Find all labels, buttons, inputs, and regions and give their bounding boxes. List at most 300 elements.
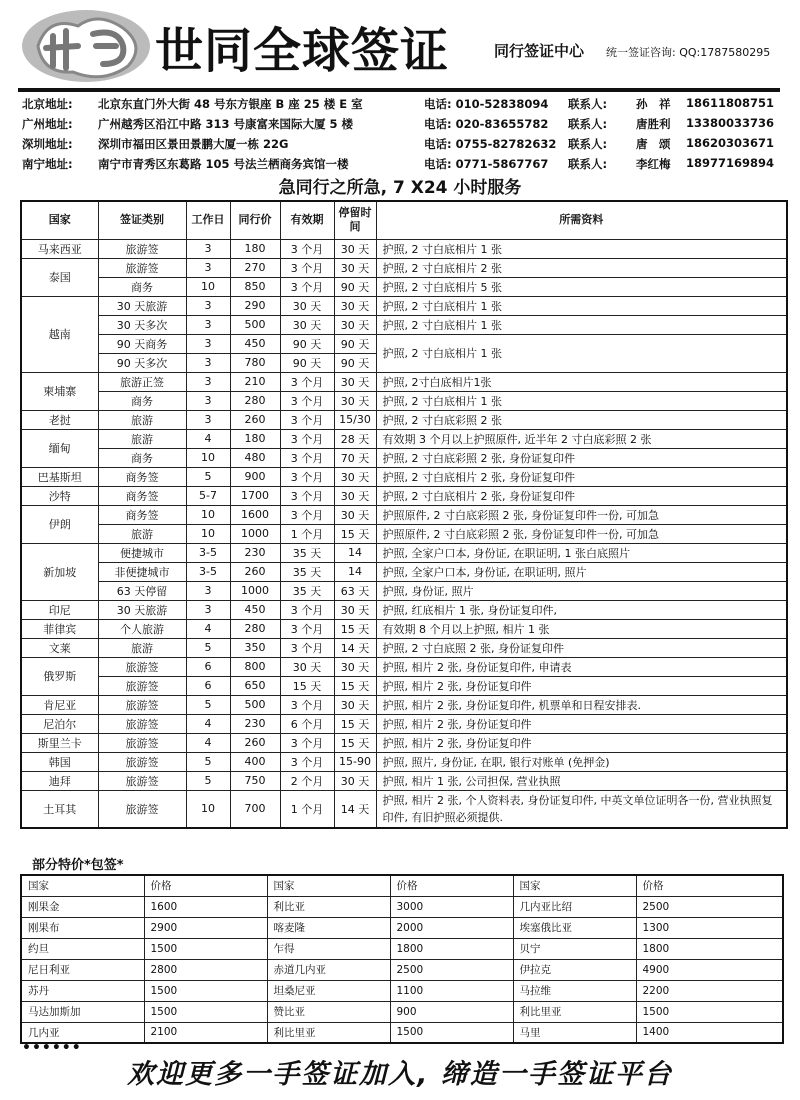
office-contact-label: 联系人: (568, 137, 608, 151)
header-divider (18, 88, 780, 92)
col-price: 同行价 (230, 201, 280, 239)
cell-price: 210 (230, 372, 280, 391)
table-row (21, 657, 787, 676)
cell-docs: 护照, 红底相片 1 张, 身份证复印件, (376, 600, 787, 619)
office-list (22, 94, 782, 174)
cell-valid: 3 个月 (280, 733, 334, 752)
cell-stay: 28 天 (334, 429, 376, 448)
price-country: 尼日利亚 (21, 959, 144, 980)
cell-price: 290 (230, 296, 280, 315)
office-mobile: 18977169894 (686, 156, 775, 170)
special-price-table (20, 874, 784, 1044)
cell-stay: 30 天 (334, 695, 376, 714)
cell-stay: 90 天 (334, 353, 376, 372)
cell-valid: 3 个月 (280, 372, 334, 391)
cell-price: 260 (230, 562, 280, 581)
cell-days: 4 (186, 714, 230, 733)
cell-type: 旅游正签 (98, 372, 186, 391)
table-row (21, 486, 787, 505)
cell-stay: 30 天 (334, 600, 376, 619)
office-mobile: 18620303671 (686, 136, 775, 150)
col-valid: 有效期 (280, 201, 334, 239)
office-phone: 电话: 020-83655782 (424, 117, 549, 131)
cell-docs: 护照, 2 寸白底相片 2 张 (376, 258, 787, 277)
table-row (21, 524, 787, 543)
cell-days: 3 (186, 315, 230, 334)
cell-valid: 90 天 (280, 353, 334, 372)
cell-type: 旅游签 (98, 657, 186, 676)
cell-price: 750 (230, 771, 280, 790)
cell-type: 旅游 (98, 638, 186, 657)
table-row (21, 429, 787, 448)
price-country: 赞比亚 (267, 1001, 390, 1022)
office-row (22, 114, 782, 134)
price-row (21, 938, 783, 959)
price-row (21, 917, 783, 938)
cell-days: 10 (186, 505, 230, 524)
col-country: 国家 (21, 201, 98, 239)
cell-price: 450 (230, 334, 280, 353)
cell-valid: 6 个月 (280, 714, 334, 733)
cell-days: 5-7 (186, 486, 230, 505)
price-value: 2900 (144, 917, 267, 938)
price-country: 埃塞俄比亚 (513, 917, 636, 938)
price-value: 2500 (390, 959, 513, 980)
cell-price: 480 (230, 448, 280, 467)
cell-stay: 90 天 (334, 277, 376, 296)
cell-valid: 1 个月 (280, 790, 334, 828)
cell-type: 旅游签 (98, 714, 186, 733)
office-phone: 电话: 0771-5867767 (424, 157, 549, 171)
price-value: 1800 (390, 938, 513, 959)
cell-valid: 35 天 (280, 562, 334, 581)
table-row (21, 334, 787, 353)
cell-valid: 3 个月 (280, 505, 334, 524)
cell-country: 泰国 (21, 258, 98, 296)
cell-type: 30 天旅游 (98, 600, 186, 619)
cell-country: 肯尼亚 (21, 695, 98, 714)
office-contact-name: 李红梅 (636, 157, 671, 171)
price-country: 几内亚比绍 (513, 896, 636, 917)
cell-days: 5 (186, 695, 230, 714)
cell-stay: 15 天 (334, 733, 376, 752)
price-value: 1400 (636, 1022, 783, 1043)
cell-price: 1700 (230, 486, 280, 505)
price-value: 1600 (144, 896, 267, 917)
cell-price: 230 (230, 543, 280, 562)
price-country: 利比亚 (267, 896, 390, 917)
cell-type: 旅游签 (98, 695, 186, 714)
cell-days: 3 (186, 258, 230, 277)
price-country: 利比里亚 (267, 1022, 390, 1043)
cell-valid: 15 天 (280, 676, 334, 695)
header (0, 0, 800, 92)
cell-stay: 15 天 (334, 619, 376, 638)
price-col-price: 价格 (636, 875, 783, 896)
cell-days: 3 (186, 600, 230, 619)
table-row (21, 239, 787, 258)
office-address: 北京东直门外大街 48 号东方银座 B 座 25 楼 E 室 (98, 97, 363, 111)
price-value: 2100 (144, 1022, 267, 1043)
cell-type: 旅游 (98, 524, 186, 543)
table-row (21, 258, 787, 277)
price-col-country: 国家 (513, 875, 636, 896)
table-row (21, 733, 787, 752)
cell-docs: 护照, 相片 2 张, 个人资料表, 身份证复印件, 中英文单位证明各一份, 营业执照复印件, 有旧护照必须提供. (376, 790, 787, 828)
cell-stay: 30 天 (334, 315, 376, 334)
cell-stay: 15/30 (334, 410, 376, 429)
table-row (21, 467, 787, 486)
office-mobile: 13380033736 (686, 116, 775, 130)
price-country: 马达加斯加 (21, 1001, 144, 1022)
table-row (21, 543, 787, 562)
cell-days: 6 (186, 657, 230, 676)
col-stay: 停留时间 (334, 201, 376, 239)
price-value: 2800 (144, 959, 267, 980)
cell-valid: 3 个月 (280, 391, 334, 410)
cell-stay: 30 天 (334, 505, 376, 524)
price-country: 约旦 (21, 938, 144, 959)
cell-stay: 30 天 (334, 771, 376, 790)
cell-days: 10 (186, 524, 230, 543)
cell-valid: 3 个月 (280, 600, 334, 619)
cell-docs: 护照, 相片 2 张, 身份证复印件 (376, 733, 787, 752)
cell-type: 旅游 (98, 429, 186, 448)
cell-type: 旅游签 (98, 771, 186, 790)
cell-stay: 15-90 (334, 752, 376, 771)
cell-price: 260 (230, 733, 280, 752)
cell-price: 1600 (230, 505, 280, 524)
cell-country: 巴基斯坦 (21, 467, 98, 486)
cell-country: 新加坡 (21, 543, 98, 600)
cell-price: 900 (230, 467, 280, 486)
brand-title: 世同全球签证 (155, 23, 450, 79)
qq-contact: 统一签证咨询: QQ:1787580295 (606, 46, 771, 59)
cell-docs: 护照, 2 寸白底彩照 2 张, 身份证复印件 (376, 448, 787, 467)
col-docs: 所需资料 (376, 201, 787, 239)
cell-docs: 护照, 2 寸白底相片 2 张, 身份证复印件 (376, 486, 787, 505)
cell-valid: 3 个月 (280, 695, 334, 714)
cell-days: 5 (186, 638, 230, 657)
cell-docs: 护照, 相片 2 张, 身份证复印件, 申请表 (376, 657, 787, 676)
office-contact-label: 联系人: (568, 117, 608, 131)
price-country: 赤道几内亚 (267, 959, 390, 980)
cell-valid: 3 个月 (280, 239, 334, 258)
office-contact-label: 联系人: (568, 97, 608, 111)
office-contact-label: 联系人: (568, 157, 608, 171)
office-address: 广州越秀区沿江中路 313 号康富来国际大厦 5 楼 (98, 117, 354, 131)
cell-docs: 护照, 相片 2 张, 身份证复印件 (376, 676, 787, 695)
cell-type: 商务 (98, 277, 186, 296)
cell-stay: 63 天 (334, 581, 376, 600)
price-header-row (21, 875, 783, 896)
table-row (21, 315, 787, 334)
cell-type: 商务签 (98, 486, 186, 505)
cell-docs: 护照, 2 寸白底相片 2 张, 身份证复印件 (376, 467, 787, 486)
cell-country: 俄罗斯 (21, 657, 98, 695)
cell-type: 30 天旅游 (98, 296, 186, 315)
price-value: 2200 (636, 980, 783, 1001)
cell-country: 土耳其 (21, 790, 98, 828)
office-city: 深圳地址: (22, 137, 73, 151)
cell-price: 850 (230, 277, 280, 296)
cell-price: 280 (230, 619, 280, 638)
cell-price: 500 (230, 315, 280, 334)
cell-valid: 90 天 (280, 334, 334, 353)
cell-country: 越南 (21, 296, 98, 372)
footer-dots: •••••• (22, 1040, 82, 1056)
cell-country: 印尼 (21, 600, 98, 619)
cell-type: 90 天商务 (98, 334, 186, 353)
table-row (21, 581, 787, 600)
price-value: 900 (390, 1001, 513, 1022)
cell-docs: 护照, 全家户口本, 身份证, 在职证明, 1 张白底照片 (376, 543, 787, 562)
cell-valid: 3 个月 (280, 410, 334, 429)
cell-price: 780 (230, 353, 280, 372)
cell-price: 180 (230, 429, 280, 448)
cell-price: 280 (230, 391, 280, 410)
cell-country: 柬埔寨 (21, 372, 98, 410)
price-col-country: 国家 (267, 875, 390, 896)
price-row (21, 1001, 783, 1022)
price-country: 贝宁 (513, 938, 636, 959)
cell-country: 菲律宾 (21, 619, 98, 638)
cell-days: 10 (186, 277, 230, 296)
cell-stay: 30 天 (334, 657, 376, 676)
cell-stay: 70 天 (334, 448, 376, 467)
cell-stay: 15 天 (334, 676, 376, 695)
table-row (21, 296, 787, 315)
table-row (21, 771, 787, 790)
cell-valid: 3 个月 (280, 429, 334, 448)
cell-price: 400 (230, 752, 280, 771)
cell-days: 4 (186, 429, 230, 448)
cell-valid: 3 个月 (280, 638, 334, 657)
cell-type: 旅游 (98, 410, 186, 429)
cell-stay: 30 天 (334, 258, 376, 277)
office-contact-name: 唐 颂 (636, 137, 671, 151)
cell-docs: 护照, 相片 1 张, 公司担保, 营业执照 (376, 771, 787, 790)
cell-valid: 1 个月 (280, 524, 334, 543)
cell-price: 450 (230, 600, 280, 619)
price-row (21, 1022, 783, 1043)
price-country: 刚果布 (21, 917, 144, 938)
office-city: 北京地址: (22, 97, 73, 111)
cell-price: 1000 (230, 581, 280, 600)
cell-days: 3-5 (186, 562, 230, 581)
table-row (21, 676, 787, 695)
cell-type: 旅游签 (98, 258, 186, 277)
cell-stay: 15 天 (334, 524, 376, 543)
cell-docs: 护照, 2 寸白底相片 1 张 (376, 315, 787, 334)
table-row (21, 372, 787, 391)
cell-price: 180 (230, 239, 280, 258)
office-phone: 电话: 010-52838094 (424, 97, 549, 111)
cell-country: 伊朗 (21, 505, 98, 543)
price-value: 1500 (144, 938, 267, 959)
price-country: 马拉维 (513, 980, 636, 1001)
cell-country: 斯里兰卡 (21, 733, 98, 752)
cell-type: 30 天多次 (98, 315, 186, 334)
visa-table (20, 200, 788, 829)
office-row (22, 154, 782, 174)
office-contact-name: 唐胜利 (636, 117, 671, 131)
office-phone: 电话: 0755-82782632 (424, 137, 557, 151)
price-value: 1100 (390, 980, 513, 1001)
office-address: 深圳市福田区景田景鹏大厦一栋 22G (98, 137, 289, 151)
logo-icon (18, 6, 153, 86)
cell-valid: 3 个月 (280, 486, 334, 505)
table-row (21, 448, 787, 467)
cell-type: 商务 (98, 448, 186, 467)
cell-country: 缅甸 (21, 429, 98, 467)
footer-slogan: 欢迎更多一手签证加入, 缔造一手签证平台 (127, 1059, 673, 1090)
cell-country: 尼泊尔 (21, 714, 98, 733)
cell-days: 5 (186, 771, 230, 790)
cell-price: 270 (230, 258, 280, 277)
cell-days: 3 (186, 372, 230, 391)
price-country: 坦桑尼亚 (267, 980, 390, 1001)
table-row (21, 277, 787, 296)
price-row (21, 959, 783, 980)
cell-stay: 15 天 (334, 714, 376, 733)
subtitle: 同行签证中心 (494, 42, 585, 60)
cell-docs: 护照, 全家户口本, 身份证, 在职证明, 照片 (376, 562, 787, 581)
cell-stay: 14 (334, 543, 376, 562)
cell-valid: 3 个月 (280, 619, 334, 638)
cell-valid: 35 天 (280, 581, 334, 600)
office-row (22, 94, 782, 114)
table-row (21, 638, 787, 657)
price-value: 2000 (390, 917, 513, 938)
cell-stay: 30 天 (334, 372, 376, 391)
cell-days: 5 (186, 752, 230, 771)
cell-docs: 护照, 2 寸白底相片 1 张 (376, 296, 787, 315)
cell-valid: 35 天 (280, 543, 334, 562)
cell-price: 260 (230, 410, 280, 429)
cell-days: 3 (186, 353, 230, 372)
cell-docs: 护照, 2寸白底相片1张 (376, 372, 787, 391)
cell-country: 迪拜 (21, 771, 98, 790)
price-country: 乍得 (267, 938, 390, 959)
cell-country: 老挝 (21, 410, 98, 429)
cell-days: 10 (186, 448, 230, 467)
cell-type: 63 天停留 (98, 581, 186, 600)
cell-days: 10 (186, 790, 230, 828)
cell-price: 350 (230, 638, 280, 657)
price-country: 伊拉克 (513, 959, 636, 980)
cell-type: 个人旅游 (98, 619, 186, 638)
price-country: 利比里亚 (513, 1001, 636, 1022)
price-col-price: 价格 (390, 875, 513, 896)
cell-type: 90 天多次 (98, 353, 186, 372)
cell-days: 3 (186, 296, 230, 315)
cell-type: 非便捷城市 (98, 562, 186, 581)
cell-stay: 30 天 (334, 296, 376, 315)
price-value: 1800 (636, 938, 783, 959)
cell-price: 500 (230, 695, 280, 714)
cell-stay: 14 天 (334, 638, 376, 657)
cell-days: 3 (186, 391, 230, 410)
table-row (21, 790, 787, 828)
cell-valid: 3 个月 (280, 258, 334, 277)
cell-price: 230 (230, 714, 280, 733)
cell-price: 650 (230, 676, 280, 695)
special-title: 部分特价*包签* (32, 858, 124, 873)
price-value: 2500 (636, 896, 783, 917)
cell-valid: 30 天 (280, 315, 334, 334)
table-row (21, 410, 787, 429)
cell-price: 700 (230, 790, 280, 828)
service-banner: 急同行之所急, 7 X24 小时服务 (278, 178, 522, 198)
cell-days: 5 (186, 467, 230, 486)
office-contact-name: 孙 祥 (636, 97, 671, 111)
price-col-price: 价格 (144, 875, 267, 896)
table-row (21, 600, 787, 619)
cell-days: 3 (186, 334, 230, 353)
price-col-country: 国家 (21, 875, 144, 896)
cell-country: 文莱 (21, 638, 98, 657)
cell-docs: 护照原件, 2 寸白底彩照 2 张, 身份证复印件一份, 可加急 (376, 505, 787, 524)
cell-valid: 2 个月 (280, 771, 334, 790)
cell-valid: 3 个月 (280, 448, 334, 467)
cell-type: 旅游签 (98, 733, 186, 752)
cell-price: 1000 (230, 524, 280, 543)
cell-docs: 护照, 2 寸白底彩照 2 张 (376, 410, 787, 429)
price-country: 苏丹 (21, 980, 144, 1001)
cell-type: 商务签 (98, 505, 186, 524)
cell-docs: 护照原件, 2 寸白底彩照 2 张, 身份证复印件一份, 可加急 (376, 524, 787, 543)
price-country: 喀麦隆 (267, 917, 390, 938)
price-value: 1300 (636, 917, 783, 938)
cell-stay: 14 (334, 562, 376, 581)
cell-price: 800 (230, 657, 280, 676)
cell-type: 便捷城市 (98, 543, 186, 562)
cell-docs: 护照, 身份证, 照片 (376, 581, 787, 600)
price-country: 刚果金 (21, 896, 144, 917)
cell-stay: 90 天 (334, 334, 376, 353)
cell-valid: 3 个月 (280, 467, 334, 486)
price-value: 4900 (636, 959, 783, 980)
cell-docs: 护照, 2 寸白底相片 1 张 (376, 391, 787, 410)
office-address: 南宁市青秀区东葛路 105 号法兰栖商务宾馆一楼 (98, 157, 349, 171)
cell-days: 3 (186, 581, 230, 600)
table-row (21, 752, 787, 771)
col-type: 签证类别 (98, 201, 186, 239)
table-row (21, 695, 787, 714)
cell-docs: 护照, 2 寸白底照 2 张, 身份证复印件 (376, 638, 787, 657)
cell-stay: 30 天 (334, 467, 376, 486)
office-city: 广州地址: (22, 117, 73, 131)
cell-stay: 30 天 (334, 391, 376, 410)
cell-days: 3 (186, 410, 230, 429)
cell-valid: 30 天 (280, 296, 334, 315)
cell-docs: 护照, 相片 2 张, 身份证复印件 (376, 714, 787, 733)
price-row (21, 980, 783, 1001)
cell-stay: 30 天 (334, 486, 376, 505)
cell-type: 旅游签 (98, 790, 186, 828)
cell-docs: 护照, 照片, 身份证, 在职, 银行对账单 (免押金) (376, 752, 787, 771)
cell-days: 6 (186, 676, 230, 695)
cell-type: 旅游签 (98, 239, 186, 258)
price-value: 1500 (144, 1001, 267, 1022)
table-row (21, 505, 787, 524)
price-row (21, 896, 783, 917)
cell-type: 旅游签 (98, 752, 186, 771)
cell-days: 3-5 (186, 543, 230, 562)
office-mobile: 18611808751 (686, 96, 775, 110)
cell-country: 沙特 (21, 486, 98, 505)
